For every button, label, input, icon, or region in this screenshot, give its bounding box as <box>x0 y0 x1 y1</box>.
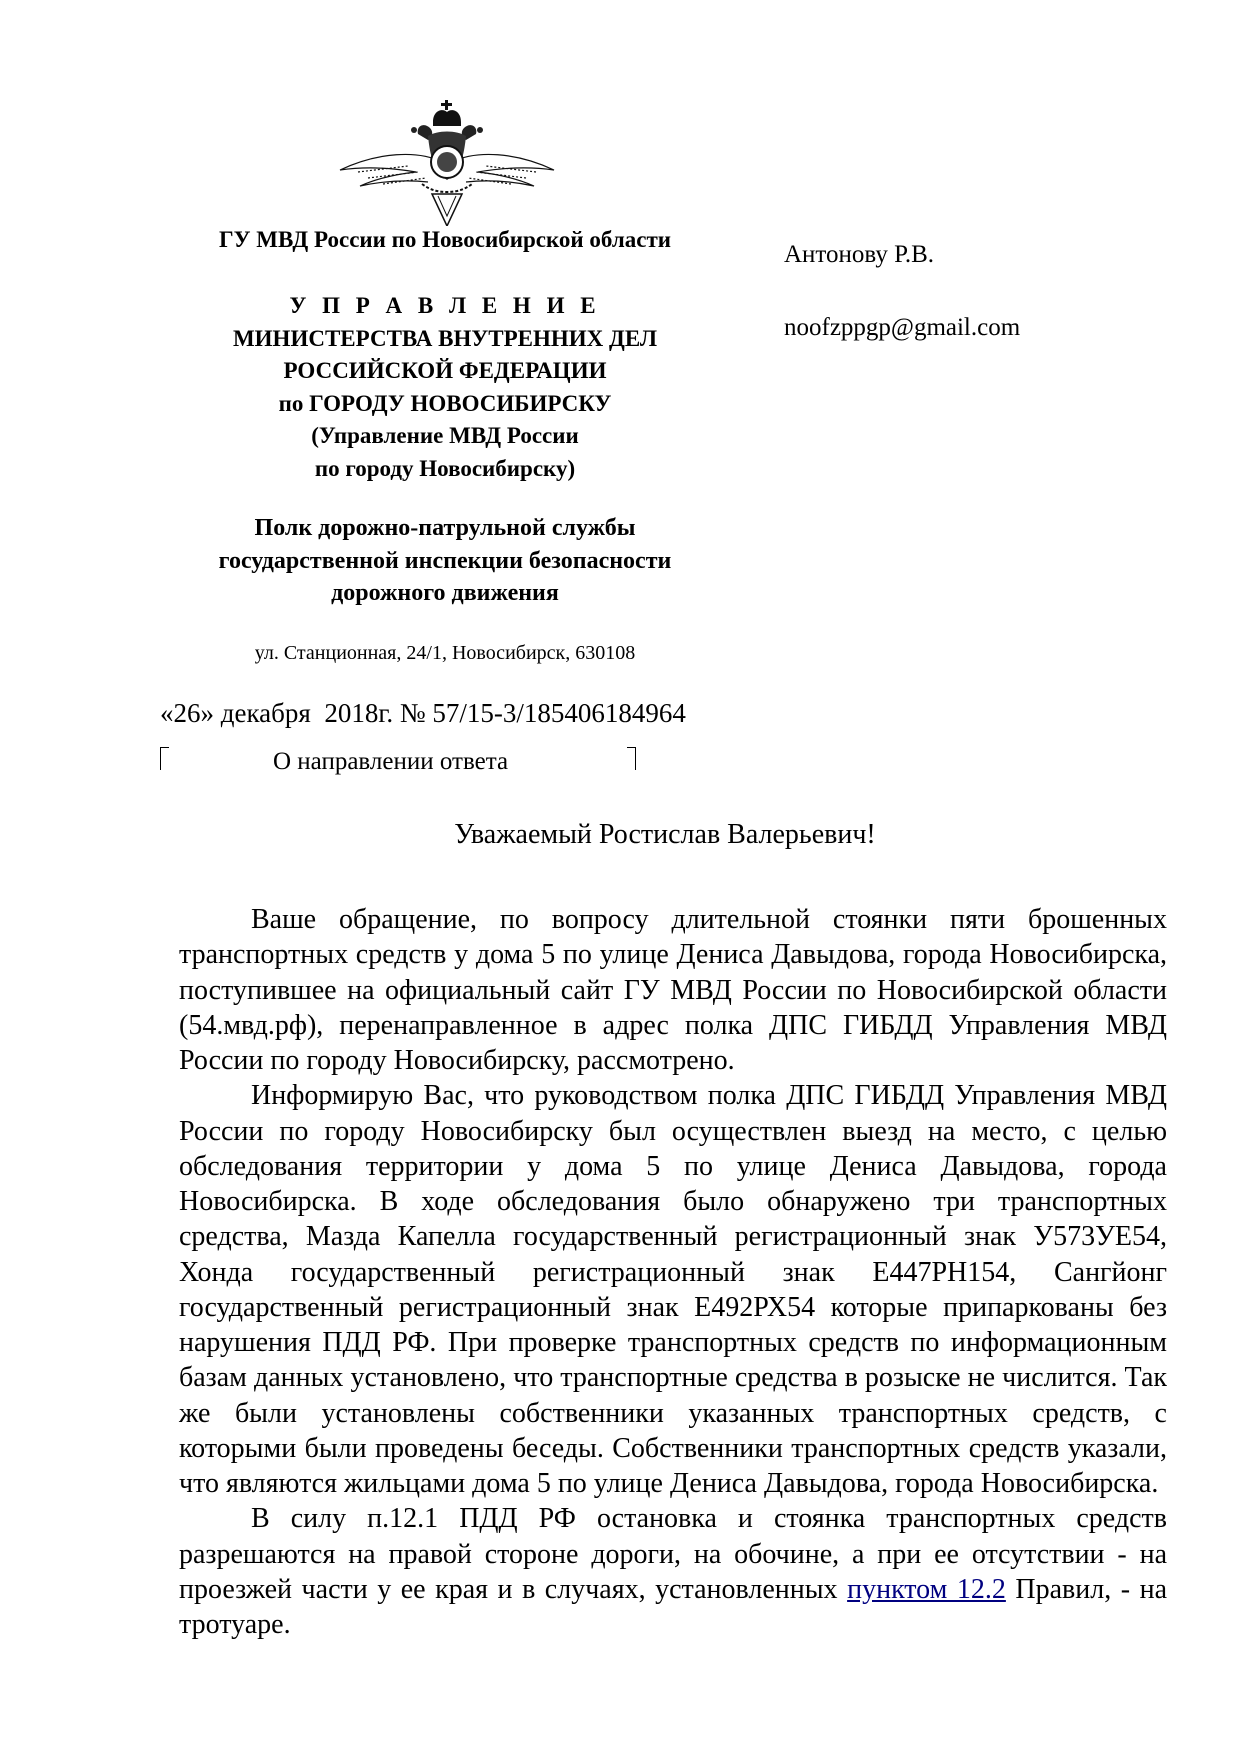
body-paragraph: Информирую Вас, что руководством полка ДПС ГИБДД Управления МВД России по городу Новосибирску был осуществлен выезд на место, с целью обследования территории у дома 5 по улице Дениса Давыдова, города Новосибирска. В ходе обследования было обнаружено три транспортных средства, Мазда Капелла государственный регистрационный знак У573УЕ54, Хонда государственный регистрационный знак Е447РН154, Сангйонг государственный регистрационный знак Е492РХ54 которые припаркованы без нарушения ПДД РФ. При проверке транспортных средств по информационным базам данных установлено, что транспортные средства в розыске не числится. Так же были установлены собственники указанных транспортных средств, с которыми были проведены беседы. Собственники транспортных средств указали, что являются жильцами дома 5 по улице Дениса Давыдова, города Новосибирска. <box>179 1080 1167 1499</box>
right-bracket-mark <box>627 747 636 770</box>
body-paragraph <box>179 1501 1167 1642</box>
greeting: Уважаемый Ростислав Валерьевич! <box>454 819 876 850</box>
paragraph-text: Правил, - на тротуаре. <box>179 1573 1167 1640</box>
regional-office-title: ГУ МВД России по Новосибирской области <box>219 227 671 252</box>
paragraph-text: В силу п.12.1 ПДД РФ остановка и стоянка транспортных средств разрешаются на правой стороне дороги, на обочине, а при ее отсутствии - на проезжей части у ее края и в случаях, установленных <box>179 1503 1167 1605</box>
unit-line: государственной инспекции безопасности <box>218 547 672 574</box>
subject-block <box>160 747 636 775</box>
rule-12-2-link[interactable]: пунктом 12.2 <box>847 1573 1006 1605</box>
department-line: (Управление МВД России <box>311 423 579 448</box>
department-name-block <box>180 290 710 485</box>
department-line: по городу Новосибирску) <box>314 455 576 481</box>
office-address: ул. Станционная, 24/1, Новосибирск, 630108 <box>254 642 636 664</box>
unit-line: дорожного движения <box>331 580 559 606</box>
recipient-name: Антонову Р.В. <box>784 241 935 268</box>
unit-line: Полк дорожно-патрульной службы <box>254 515 636 541</box>
subject-text: О направлении ответа <box>273 748 509 775</box>
department-line: У П Р А В Л Е Н И Е <box>289 293 601 318</box>
document-reference: «26» декабря 2018г. № 57/15-3/185406184964 <box>160 698 686 728</box>
department-line: РОССИЙСКОЙ ФЕДЕРАЦИИ <box>283 358 607 383</box>
recipient-email: noofzppgp@gmail.com <box>784 314 1021 341</box>
left-bracket-mark <box>160 747 169 770</box>
mvd-emblem-icon <box>338 100 556 226</box>
department-line: МИНИСТЕРСТВА ВНУТРЕННИХ ДЕЛ <box>232 325 658 351</box>
body-paragraph: Ваше обращение, по вопросу длительной стоянки пяти брошенных транспортных средств у дома 5 по улице Дениса Давыдова, города Новосибирска, поступившее на официальный сайт ГУ МВД России по Новосибирской области (54.мвд.рф), перенаправленное в адрес полка ДПС ГИБДД Управления МВД России по городу Новосибирску, рассмотрено. <box>179 904 1167 1076</box>
unit-name-block <box>180 512 710 610</box>
letter-body <box>179 902 1167 1642</box>
department-line: по ГОРОДУ НОВОСИБИРСКУ <box>278 390 612 416</box>
